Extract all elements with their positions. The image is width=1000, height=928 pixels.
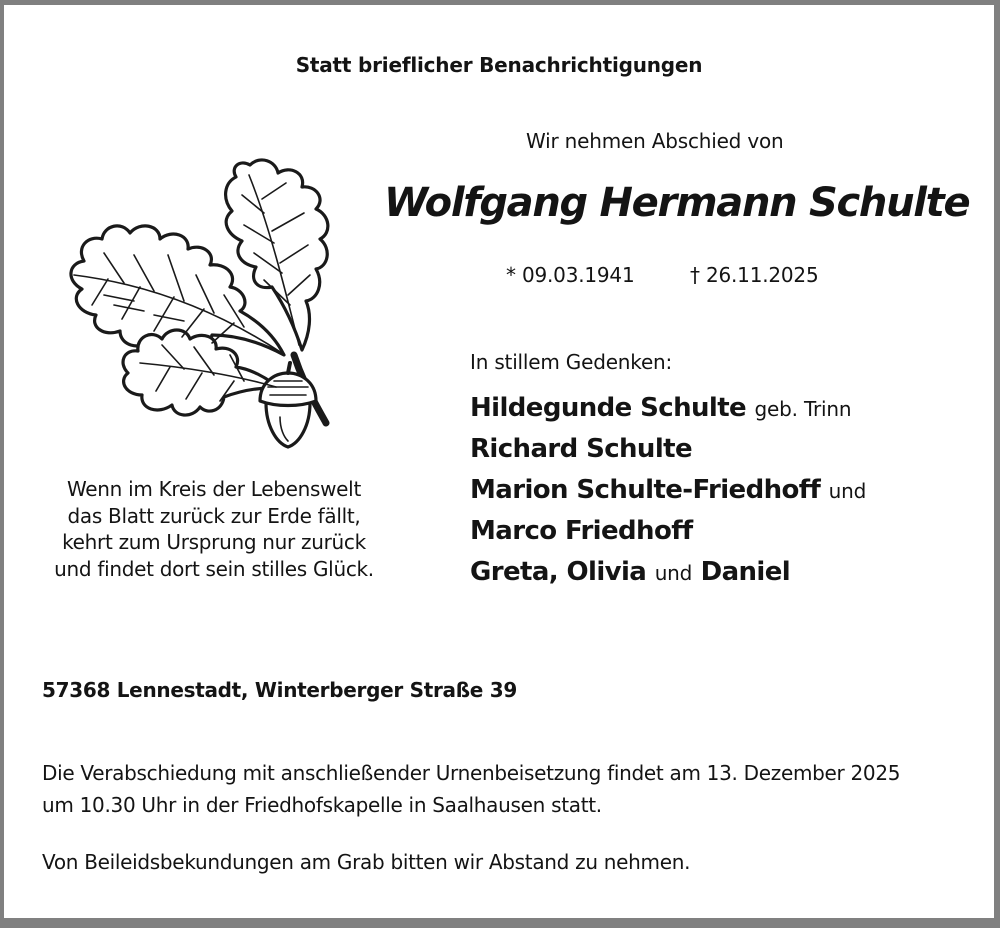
birth-date: * 09.03.1941	[506, 263, 635, 287]
ceremony-line: Die Verabschiedung mit anschließender Urnenbeisetzung findet am 13. Dezember 2025	[42, 761, 901, 785]
grandchild-name: Daniel	[700, 557, 791, 587]
mourner-name: Marion Schulte-Friedhoff	[470, 475, 821, 505]
poem-line: und findet dort sein stilles Glück.	[54, 556, 374, 581]
farewell-intro: Wir nehmen Abschied von	[526, 129, 784, 153]
poem-line: kehrt zum Ursprung nur zurück	[62, 530, 366, 554]
deceased-name: Wolfgang Hermann Schulte	[384, 180, 970, 226]
conjunction: und	[654, 561, 693, 585]
mourner-row	[470, 475, 866, 505]
grandchildren-names: Greta, Olivia	[470, 557, 647, 587]
mourner-name: Hildegunde Schulte	[470, 393, 747, 423]
mourner-row	[470, 516, 693, 546]
death-date: † 26.11.2025	[690, 263, 819, 287]
mourner-row	[470, 393, 851, 423]
oak-leaf-acorn-icon	[44, 155, 344, 450]
mourner-suffix: geb. Trinn	[754, 397, 852, 421]
condolence-note: Von Beileidsbekundungen am Grab bitten wir Abstand zu nehmen.	[42, 850, 691, 874]
mourner-suffix: und	[828, 479, 867, 503]
poem-line: Wenn im Kreis der Lebenswelt	[67, 477, 361, 501]
mourner-name: Richard Schulte	[470, 434, 693, 464]
mourner-row	[470, 434, 692, 464]
grandchildren-row	[470, 557, 790, 587]
address: 57368 Lennestadt, Winterberger Straße 39	[42, 678, 517, 702]
obituary-notice	[4, 5, 994, 918]
ceremony-info	[42, 757, 900, 821]
poem	[34, 476, 394, 582]
notice-header: Statt brieflicher Benachrichtigungen	[295, 53, 703, 77]
poem-line: das Blatt zurück zur Erde fällt,	[67, 503, 361, 528]
ceremony-line: um 10.30 Uhr in der Friedhofskapelle in Saalhausen statt.	[42, 793, 602, 817]
memory-line: In stillem Gedenken:	[470, 350, 673, 374]
mourner-name: Marco Friedhoff	[470, 516, 693, 546]
